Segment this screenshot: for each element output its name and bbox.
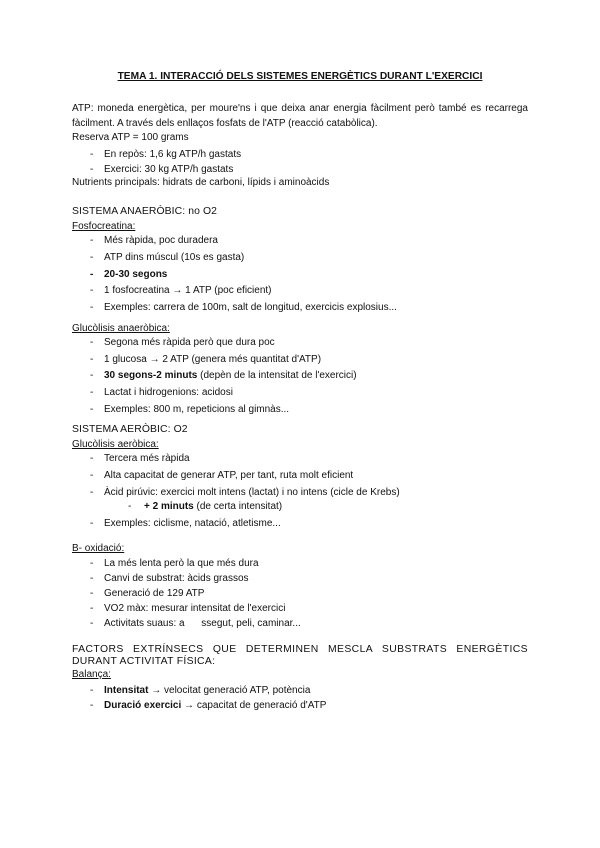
- list-item: - ATP dins múscul (10s es gasta): [72, 250, 528, 267]
- gluco-anaerobic-title: Glucòlisis anaeròbica:: [72, 323, 170, 334]
- reserve-list: [72, 147, 528, 177]
- atp-definition: ATP: moneda energètica, per moure'ns i que deixa anar energia fàcilment però també es recarrega fàcilment. A través dels enllaços fosfats de l'ATP (reacció catabòlica).: [72, 103, 528, 129]
- anaerobic-heading: SISTEMA ANAERÒBIC: no O2: [72, 206, 218, 217]
- gluco-aerobic-list: [72, 451, 528, 501]
- list-item: [72, 368, 528, 385]
- factors-heading-line2: DURANT ACTIVITAT FÍSICA:: [72, 656, 216, 668]
- factor-strong: Intensitat: [104, 684, 149, 696]
- sub-strong: + 2 minuts: [144, 501, 194, 513]
- list-item: - Exercici: 30 kg ATP/h gastats: [72, 162, 528, 177]
- beta-oxidation-list: [72, 556, 528, 631]
- list-item: - En repòs: 1,6 kg ATP/h gastats: [72, 147, 528, 162]
- factor-strong: Duració exercici: [104, 699, 182, 711]
- beta-oxidation-title: B- oxidació:: [72, 543, 125, 554]
- list-item: - VO2 màx: mesurar intensitat de l'exercici: [72, 601, 528, 616]
- list-item: - Segona més ràpida però que dura poc: [72, 335, 528, 352]
- fosfocreatina-list: [72, 233, 528, 316]
- anaerobic-section: [72, 206, 528, 316]
- factors-list: [72, 683, 528, 713]
- balance-title: Balança:: [72, 669, 111, 681]
- list-item: - 20-30 segons: [72, 267, 528, 284]
- list-item: [72, 683, 528, 698]
- nutrients-line: Nutrients principals: hidrats de carboni, lípids i aminoàcids: [72, 177, 330, 189]
- list-item: - Generació de 129 ATP: [72, 586, 528, 601]
- page-title: TEMA 1. INTERACCIÓ DELS SISTEMES ENERGÈTICS DURANT L'EXERCICI: [117, 71, 483, 82]
- gluco-aerobic-list-end: [72, 516, 528, 533]
- factors-heading-line1: FACTORS EXTRÍNSECS QUE DETERMINEN MESCLA SUBSTRATS ENERGÈTICS: [72, 644, 528, 655]
- list-item: - Activitats suaus: a ssegut, peli, caminar...: [72, 616, 528, 631]
- list-item: - La més lenta però la que més dura: [72, 556, 528, 571]
- beta-oxidation-section: [72, 543, 528, 631]
- factor-rest: → velocitat generació ATP, potència: [148, 684, 311, 696]
- aerobic-section: [72, 424, 528, 532]
- list-item: - Exemples: ciclisme, natació, atletisme...: [72, 516, 528, 533]
- list-item: - Exemples: carrera de 100m, salt de longitud, exercicis explosius...: [72, 300, 528, 317]
- list-item: - Exemples: 800 m, repeticions al gimnàs...: [72, 402, 528, 419]
- list-item: - Lactat i hidrogenions: acidosi: [72, 385, 528, 402]
- list-item: - 1 fosfocreatina → 1 ATP (poc eficient): [72, 283, 528, 300]
- duration-rest: (depèn de la intensitat de l'exercici): [197, 370, 357, 382]
- list-item: - Més ràpida, poc duradera: [72, 233, 528, 250]
- factors-section: [72, 644, 528, 713]
- list-item: - 1 glucosa → 2 ATP (genera més quantitat d'ATP): [72, 352, 528, 369]
- aerobic-heading: SISTEMA AERÒBIC: O2: [72, 424, 188, 435]
- factor-rest: → capacitat de generació d'ATP: [181, 699, 327, 711]
- duration-strong: 30 segons-2 minuts: [104, 370, 198, 382]
- list-item: - Tercera més ràpida: [72, 451, 528, 468]
- list-item: [72, 698, 528, 713]
- list-item: - Àcid pirúvic: exercici molt intens (lactat) i no intens (cicle de Krebs): [72, 485, 528, 502]
- gluco-aerobic-title: Glucòlisis aeròbica:: [72, 439, 159, 451]
- fosfocreatina-title: Fosfocreatina:: [72, 221, 136, 233]
- list-item: [72, 499, 528, 516]
- list-item: - Alta capacitat de generar ATP, per tant, ruta molt eficient: [72, 468, 528, 485]
- intro-section: [72, 101, 528, 189]
- gluco-anaerobic-section: [72, 323, 528, 418]
- list-item: - Canvi de substrat: àcids grassos: [72, 571, 528, 586]
- gluco-aerobic-sublist: [72, 499, 528, 516]
- atp-reserve: Reserva ATP = 100 grams: [72, 132, 189, 143]
- sub-rest: (de certa intensitat): [193, 501, 283, 513]
- gluco-anaerobic-list: [72, 335, 528, 418]
